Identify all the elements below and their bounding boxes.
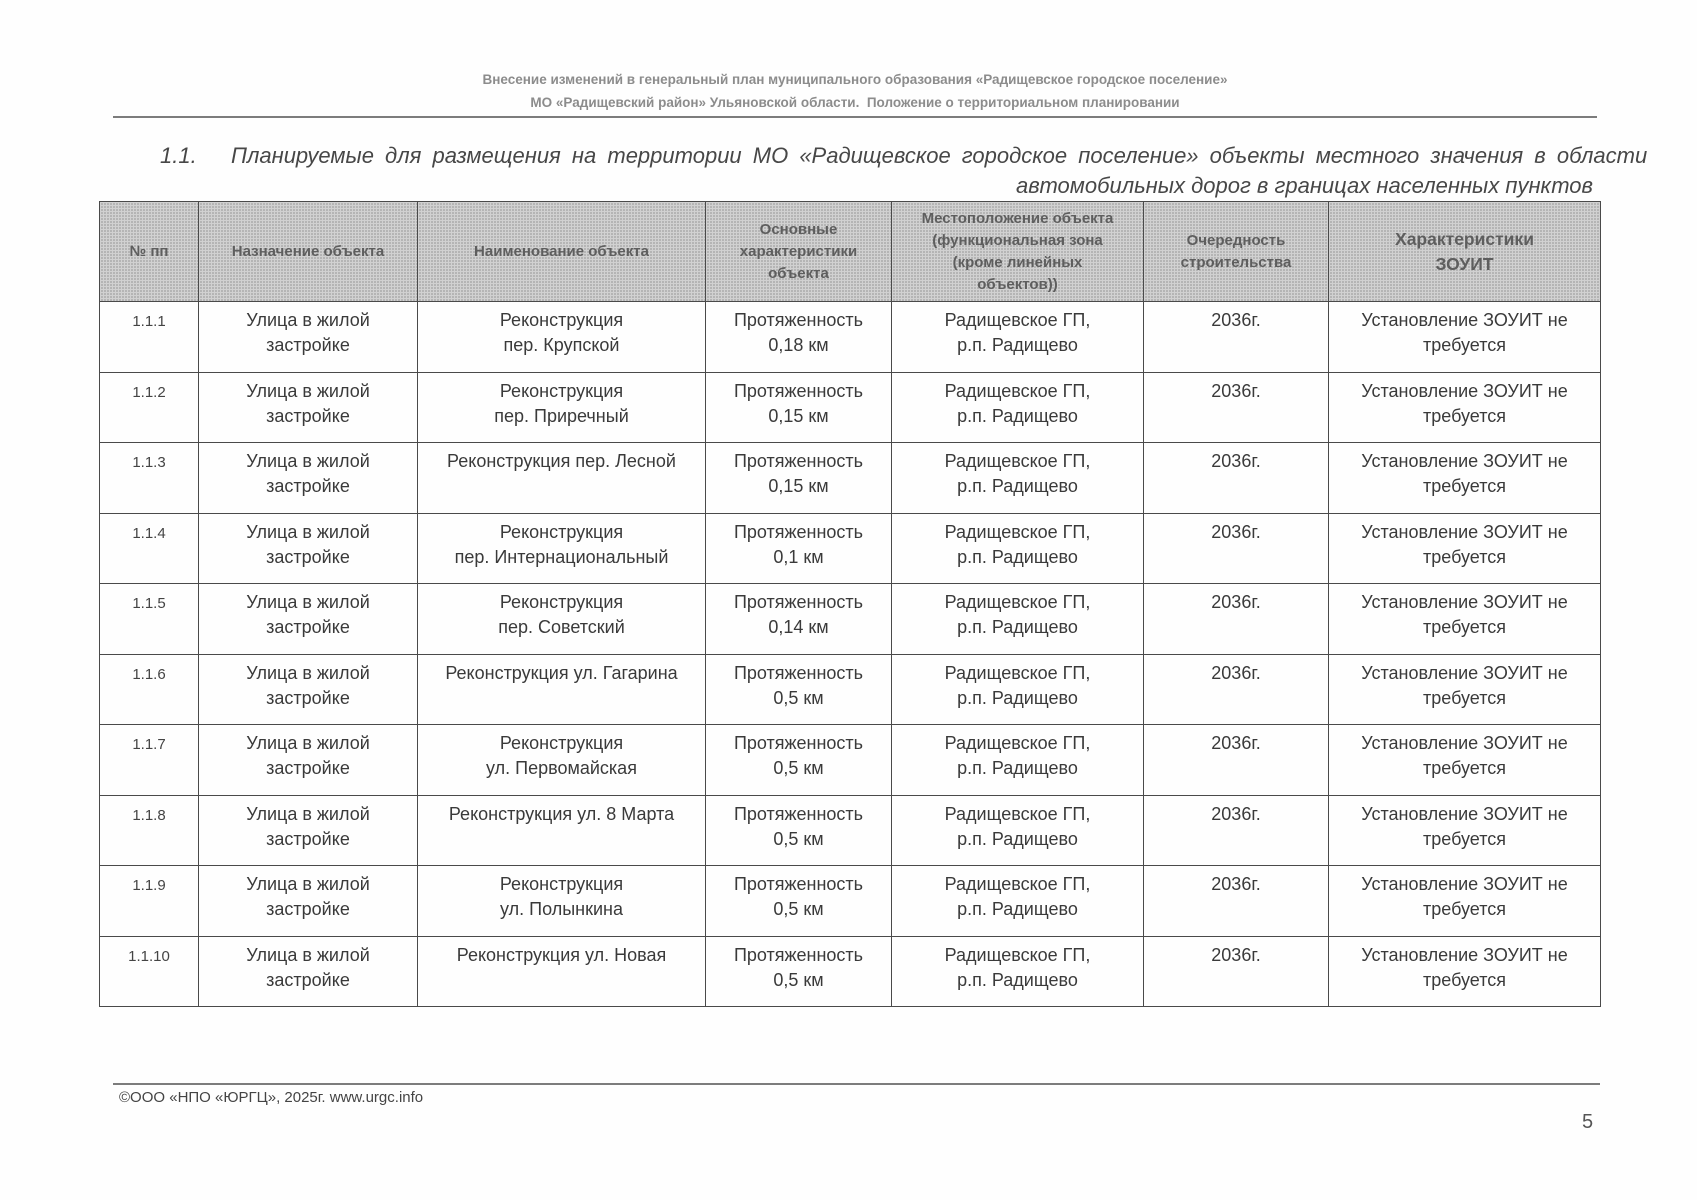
cell-purpose: Улица в жилой застройке bbox=[199, 372, 418, 443]
cell-num: 1.1.5 bbox=[100, 584, 199, 655]
footer-copyright: ©ООО «НПО «ЮРГЦ», 2025г. www.urgc.info bbox=[119, 1089, 424, 1106]
cell-purpose: Улица в жилой застройке bbox=[199, 725, 418, 796]
cell-purpose: Улица в жилой застройке bbox=[199, 654, 418, 725]
cell-num: 1.1.9 bbox=[100, 866, 199, 937]
cell-name: Реконструкция ул. Полынкина bbox=[418, 866, 706, 937]
cell-construction-stage: 2036г. bbox=[1144, 936, 1329, 1007]
cell-location: Радищевское ГП, р.п. Радищево bbox=[892, 725, 1144, 796]
cell-name: Реконструкция пер. Приречный bbox=[418, 372, 706, 443]
cell-construction-stage: 2036г. bbox=[1144, 795, 1329, 866]
table-row bbox=[100, 584, 1601, 655]
cell-zouit: Установление ЗОУИТ не требуется bbox=[1329, 584, 1601, 655]
page-number: 5 bbox=[1582, 1111, 1594, 1133]
header-purpose: Назначение объекта bbox=[199, 202, 418, 302]
running-header-line2: МО «Радищевский район» Ульяновской области. Положение о территориальном планировании bbox=[530, 95, 1180, 110]
cell-name: Реконструкция ул. Первомайская bbox=[418, 725, 706, 796]
cell-construction-stage: 2036г. bbox=[1144, 866, 1329, 937]
running-header-line1: Внесение изменений в генеральный план муниципального образования «Радищевское городское поселение» bbox=[482, 72, 1228, 87]
cell-location: Радищевское ГП, р.п. Радищево bbox=[892, 795, 1144, 866]
cell-zouit: Установление ЗОУИТ не требуется bbox=[1329, 372, 1601, 443]
table-header-row bbox=[100, 202, 1601, 302]
cell-characteristics: Протяженность 0,14 км bbox=[706, 584, 892, 655]
cell-purpose: Улица в жилой застройке bbox=[199, 936, 418, 1007]
cell-name: Реконструкция пер. Крупской bbox=[418, 302, 706, 373]
cell-construction-stage: 2036г. bbox=[1144, 302, 1329, 373]
table-row bbox=[100, 302, 1601, 373]
header-zouit: Характеристики ЗОУИТ bbox=[1329, 202, 1601, 302]
cell-characteristics: Протяженность 0,5 км bbox=[706, 866, 892, 937]
cell-location: Радищевское ГП, р.п. Радищево bbox=[892, 936, 1144, 1007]
footer-divider bbox=[113, 1083, 1600, 1085]
cell-characteristics: Протяженность 0,5 км bbox=[706, 936, 892, 1007]
cell-characteristics: Протяженность 0,5 км bbox=[706, 725, 892, 796]
cell-construction-stage: 2036г. bbox=[1144, 725, 1329, 796]
cell-name: Реконструкция пер. Советский bbox=[418, 584, 706, 655]
header-divider bbox=[113, 116, 1597, 118]
cell-zouit: Установление ЗОУИТ не требуется bbox=[1329, 654, 1601, 725]
cell-name: Реконструкция ул. 8 Марта bbox=[418, 795, 706, 866]
table-row bbox=[100, 936, 1601, 1007]
header-num: № пп bbox=[100, 202, 199, 302]
cell-location: Радищевское ГП, р.п. Радищево bbox=[892, 866, 1144, 937]
cell-purpose: Улица в жилой застройке bbox=[199, 513, 418, 584]
cell-num: 1.1.1 bbox=[100, 302, 199, 373]
cell-characteristics: Протяженность 0,5 км bbox=[706, 795, 892, 866]
cell-construction-stage: 2036г. bbox=[1144, 372, 1329, 443]
cell-characteristics: Протяженность 0,5 км bbox=[706, 654, 892, 725]
cell-name: Реконструкция ул. Гагарина bbox=[418, 654, 706, 725]
table-row bbox=[100, 654, 1601, 725]
cell-zouit: Установление ЗОУИТ не требуется bbox=[1329, 513, 1601, 584]
cell-characteristics: Протяженность 0,1 км bbox=[706, 513, 892, 584]
cell-zouit: Установление ЗОУИТ не требуется bbox=[1329, 725, 1601, 796]
section-title-line2: автомобильных дорог в границах населенных пунктов bbox=[1015, 173, 1593, 198]
header-name: Наименование объекта bbox=[418, 202, 706, 302]
cell-purpose: Улица в жилой застройке bbox=[199, 795, 418, 866]
cell-num: 1.1.7 bbox=[100, 725, 199, 796]
cell-num: 1.1.2 bbox=[100, 372, 199, 443]
section-title-line1: Планируемые для размещения на территории МО «Радищевское городское поселение» объекты местного значения в области bbox=[231, 143, 1648, 168]
cell-characteristics: Протяженность 0,15 км bbox=[706, 372, 892, 443]
cell-purpose: Улица в жилой застройке bbox=[199, 584, 418, 655]
header-location: Местоположение объекта (функциональная зона (кроме линейных объектов)) bbox=[892, 202, 1144, 302]
cell-location: Радищевское ГП, р.п. Радищево bbox=[892, 584, 1144, 655]
cell-construction-stage: 2036г. bbox=[1144, 443, 1329, 514]
cell-zouit: Установление ЗОУИТ не требуется bbox=[1329, 866, 1601, 937]
cell-num: 1.1.3 bbox=[100, 443, 199, 514]
cell-purpose: Улица в жилой застройке bbox=[199, 302, 418, 373]
table-row bbox=[100, 725, 1601, 796]
cell-num: 1.1.4 bbox=[100, 513, 199, 584]
cell-characteristics: Протяженность 0,15 км bbox=[706, 443, 892, 514]
table-row bbox=[100, 795, 1601, 866]
cell-zouit: Установление ЗОУИТ не требуется bbox=[1329, 936, 1601, 1007]
table-row bbox=[100, 372, 1601, 443]
cell-num: 1.1.8 bbox=[100, 795, 199, 866]
objects-table bbox=[99, 201, 1601, 1007]
cell-zouit: Установление ЗОУИТ не требуется bbox=[1329, 443, 1601, 514]
section-number: 1.1. bbox=[160, 143, 197, 168]
cell-characteristics: Протяженность 0,18 км bbox=[706, 302, 892, 373]
cell-location: Радищевское ГП, р.п. Радищево bbox=[892, 372, 1144, 443]
cell-construction-stage: 2036г. bbox=[1144, 654, 1329, 725]
cell-construction-stage: 2036г. bbox=[1144, 584, 1329, 655]
table-row bbox=[100, 513, 1601, 584]
cell-zouit: Установление ЗОУИТ не требуется bbox=[1329, 302, 1601, 373]
cell-name: Реконструкция пер. Интернациональный bbox=[418, 513, 706, 584]
table-row bbox=[100, 443, 1601, 514]
cell-location: Радищевское ГП, р.п. Радищево bbox=[892, 513, 1144, 584]
header-construction-stage: Очередность строительства bbox=[1144, 202, 1329, 302]
cell-purpose: Улица в жилой застройке bbox=[199, 866, 418, 937]
cell-name: Реконструкция пер. Лесной bbox=[418, 443, 706, 514]
cell-num: 1.1.6 bbox=[100, 654, 199, 725]
cell-num: 1.1.10 bbox=[100, 936, 199, 1007]
cell-name: Реконструкция ул. Новая bbox=[418, 936, 706, 1007]
cell-location: Радищевское ГП, р.п. Радищево bbox=[892, 443, 1144, 514]
cell-location: Радищевское ГП, р.п. Радищево bbox=[892, 302, 1144, 373]
header-characteristics: Основные характеристики объекта bbox=[706, 202, 892, 302]
cell-purpose: Улица в жилой застройке bbox=[199, 443, 418, 514]
cell-location: Радищевское ГП, р.п. Радищево bbox=[892, 654, 1144, 725]
cell-construction-stage: 2036г. bbox=[1144, 513, 1329, 584]
cell-zouit: Установление ЗОУИТ не требуется bbox=[1329, 795, 1601, 866]
table-row bbox=[100, 866, 1601, 937]
